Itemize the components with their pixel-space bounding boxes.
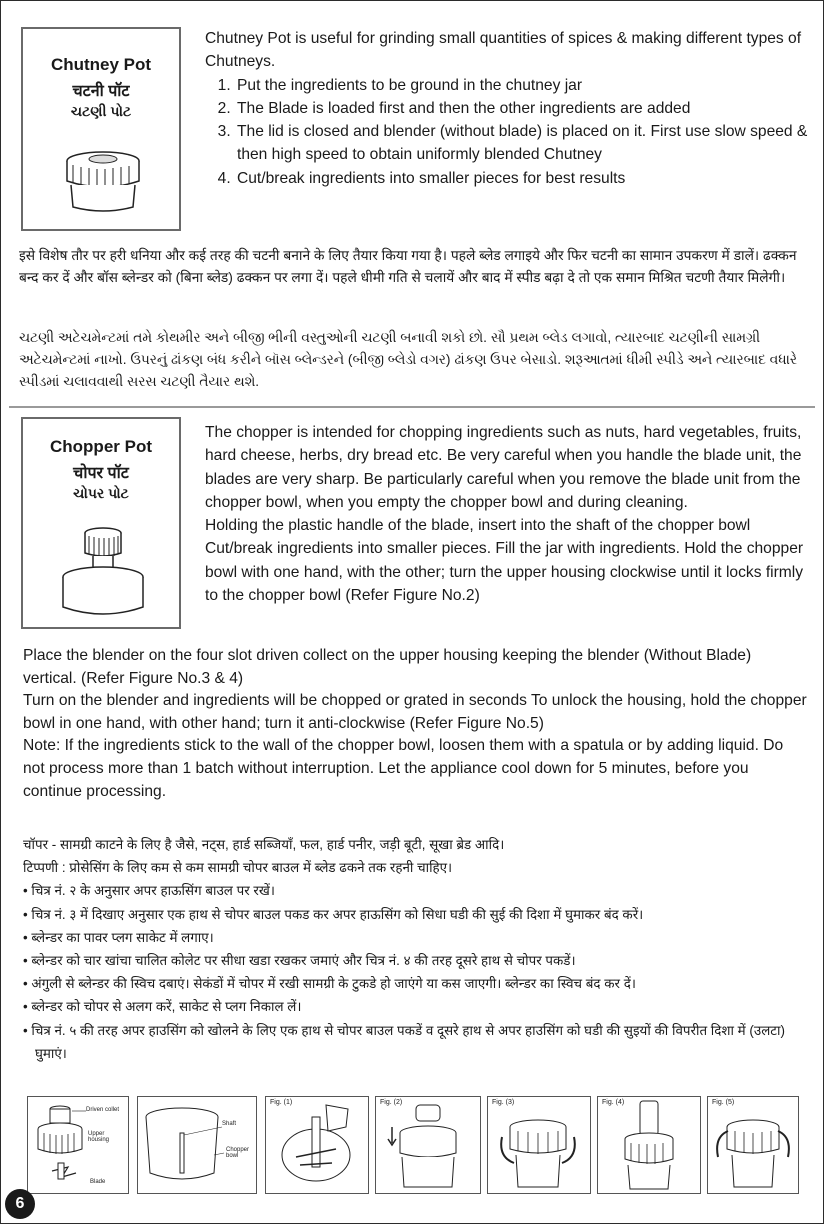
figure-3-label: Fig. (3)	[492, 1099, 515, 1106]
chutney-step: 2. The Blade is loaded first and then the other ingredients are added	[235, 97, 811, 120]
chopper-paragraph-2: Holding the plastic handle of the blade, insert into the shaft of the chopper bowl Cut/break ingredients into smaller pieces. Fill the jar with ingredients. Hold the chopper bowl with one hand, with the other; turn the upper housing clockwise until it locks firmly to the chopper bowl (Refer Figure No.2)	[205, 517, 804, 605]
housing-unlock-illustration	[708, 1097, 798, 1193]
chopper-pot-title-gujarati: ચોપર પોટ	[73, 485, 129, 501]
housing-lock-illustration	[488, 1097, 590, 1193]
chutney-hindi-text: इसे विशेष तौर पर हरी धनिया और कई तरह की चटनी बनाने के लिए तैयार किया गया है। पहले ब्लेड लगाइये और फिर चटनी का सामान उपकरण में डालें। ढक्कन बन्द कर दें और बॉस ब्लेन्डर को (बिना ब्लेड) ढक्कन पर लगा दें। पहले धीमी गति से चलायें और बाद में स्पीड बढ़ा दे तो एक समान मिश्रित चटणी तैयार मिलेगी।	[19, 248, 797, 286]
list-item: • ब्लेन्डर को चार खांचा चालित कोलेट पर सीधा खडा रखकर जमाएं और चित्र नं. ४ की तरह दूसरे हाथ से चोपर पकडें।	[23, 953, 576, 969]
chopper-pot-box	[21, 417, 181, 629]
list-item: • अंगुली से ब्लेन्डर की स्विच दबाएं। सेकंडों में चोपर में रखी सामग्री के टुकडे हो जाएंगे या कस जाएगी। ब्लेन्डर का स्विच बंद कर दें।	[23, 976, 636, 992]
chopper-bowl-figure	[137, 1096, 257, 1194]
chopper-pot-illustration	[53, 523, 153, 623]
chopper-english-text	[205, 421, 811, 607]
figure-2-label: Fig. (2)	[380, 1099, 403, 1106]
chutney-step: 3. The lid is closed and blender (without blade) is placed on it. First use slow speed & then high speed to obtain uniformly blended Chutney	[235, 120, 811, 167]
chopper-pot-title-hindi: चोपर पॉट	[73, 465, 129, 482]
list-item: • ब्लेन्डर को चोपर से अलग करें, साकेट से प्लग निकाल लें।	[23, 999, 302, 1015]
chopper-note: Note: If the ingredients stick to the wall of the chopper bowl, loosen them with a spatula or by adding liquid. Do not process more than 1 batch without interruption. Let the appliance cool down for 5 minutes, before you continue processing.	[23, 737, 784, 800]
chutney-intro: Chutney Pot is useful for grinding small quantities of spices & making different types of Chutneys.	[205, 30, 802, 71]
chutney-step: 1. Put the ingredients to be ground in the chutney jar	[235, 74, 811, 97]
chopper-paragraph-3: Place the blender on the four slot driven collect on the upper housing keeping the blender (Without Blade) vertical. (Refer Figure No.3 & 4)	[23, 647, 752, 687]
figure-5-label: Fig. (5)	[712, 1099, 735, 1106]
section-divider	[9, 406, 815, 408]
figure-4-label: Fig. (4)	[602, 1099, 625, 1106]
list-item: • चित्र नं. ३ में दिखाए अनुसार एक हाथ से चोपर बाउल पकड कर अपर हाऊसिंग को सिधा घडी की सुई की दिशा में घुमाकर बंद करें।	[23, 906, 644, 922]
chopper-paragraph-4: Turn on the blender and ingredients will be chopped or grated in seconds To unlock the housing, hold the chopper bowl in one hand, with other hand; turn it anti-clockwise (Refer Figure No.5)	[23, 692, 807, 732]
figure-1-label: Fig. (1)	[270, 1099, 293, 1106]
chopper-hindi-note: टिप्पणी : प्रोसेसिंग के लिए कम से कम सामग्री चोपर बाउल में ब्लेड ढकने तक रहनी चाहिए।	[23, 860, 453, 876]
chutney-gujarati-text: ચટણી અટેચમેન્ટમાં તમે કોથમીર અને બીજી ભીની વસ્તુઓની ચટણી બનાવી શકો છો. સૌ પ્રથમ બ્લેડ લગાવો, ત્યારબાદ ચટણીની સામગ્રી અટેચમેન્ટમાં નાખો. ઉપરનું ઢાંકણ બંધ કરીને બૉસ બ્લેન્ડરને (બીજી બ્લેડો વગર) ઢાંકણ ઉપર બેસાડો. શરૂઆતમાં ધીમી સ્પીડે અને ત્યારબાદ વધારે સ્પીડમાં ચલાવવાથી સરસ ચટણી તૈયાર થશે.	[19, 330, 798, 390]
figure-5	[707, 1096, 799, 1194]
chopper-hindi-section	[23, 833, 813, 1065]
chopper-instructions	[23, 645, 809, 803]
blender-placement-illustration	[598, 1097, 700, 1193]
chutney-pot-title-gujarati: ચટણી પોટ	[70, 103, 132, 119]
chutney-step: 4. Cut/break ingredients into smaller pieces for best results	[235, 167, 811, 190]
chutney-steps-list	[205, 74, 811, 190]
figure-4	[597, 1096, 701, 1194]
figure-2	[375, 1096, 481, 1194]
chopper-pot-title: Chopper Pot	[50, 437, 152, 456]
blade-insertion-illustration	[266, 1097, 368, 1193]
blade-callout: Blade	[90, 1179, 106, 1185]
parts-diagram-figure	[27, 1096, 129, 1194]
list-item: • ब्लेन्डर का पावर प्लग साकेट में लगाए।	[23, 929, 214, 945]
upper-housing-callout: Upper housing	[88, 1131, 110, 1143]
driven-collet-callout: Driven collet	[86, 1107, 120, 1113]
chopper-bowl-callout: Chopper bowl	[226, 1147, 250, 1159]
chutney-pot-illustration	[53, 147, 153, 217]
housing-placement-illustration	[376, 1097, 480, 1193]
figures-strip	[27, 1096, 797, 1196]
figure-3	[487, 1096, 591, 1194]
shaft-callout: Shaft	[222, 1121, 237, 1127]
figure-1	[265, 1096, 369, 1194]
chopper-bowl-illustration	[138, 1097, 256, 1193]
chopper-paragraph-1: The chopper is intended for chopping ingredients such as nuts, hard vegetables, fruits, hard cheese, herbs, dry bread etc. Be very careful when you handle the blade unit, the blades are very sharp. Be particularly careful when you remove the blade unit from the chopper bowl, when you empty the chopper bowl and during cleaning.	[205, 424, 802, 511]
chopper-hindi-intro: चॉपर - सामग्री काटने के लिए है जैसे, नट्स, हार्ड सब्जियाँ, फल, हार्ड पनीर, जड़ी बूटी, सूखा ब्रेड आदि।	[23, 837, 505, 852]
list-item: • चित्र नं. ५ की तरह अपर हाउसिंग को खोलने के लिए एक हाथ से चोपर बाउल पकडें व दूसरे हाथ से अपर हाउसिंग को घडी की सुइयों की विपरीत दिशा में (उलटा) घुमाएं।	[23, 1022, 785, 1061]
chutney-pot-title-hindi: चटनी पॉट	[72, 83, 130, 100]
chutney-pot-title: Chutney Pot	[50, 55, 152, 74]
chutney-pot-box	[21, 27, 181, 231]
page-number: 6	[5, 1189, 35, 1219]
list-item: • चित्र नं. २ के अनुसार अपर हाऊसिंग बाउल पर रखें।	[23, 883, 275, 899]
chutney-english-text	[205, 27, 811, 190]
